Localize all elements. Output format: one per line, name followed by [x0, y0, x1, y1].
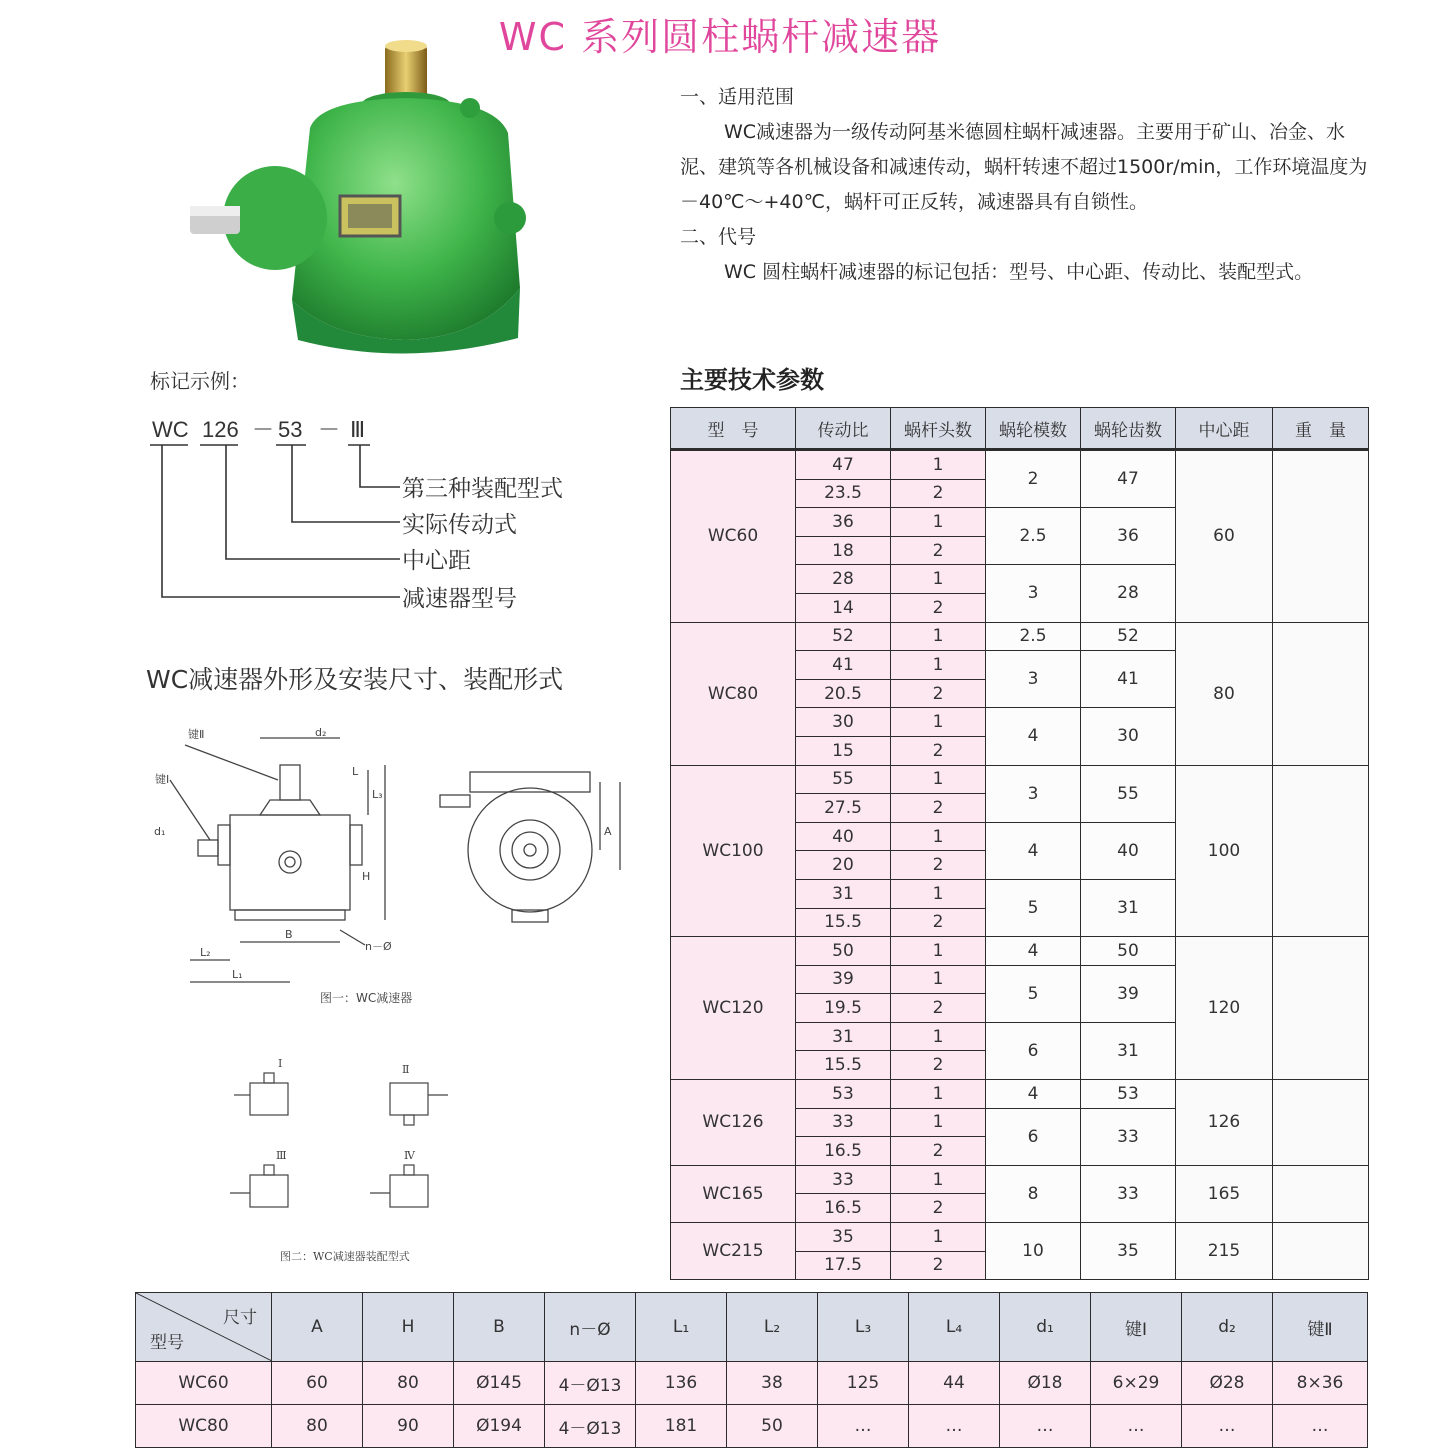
- dims-value-cell: 38: [727, 1362, 818, 1405]
- dims-header-cell: d₂: [1182, 1293, 1273, 1362]
- starts-cell: 2: [891, 851, 986, 880]
- intro-section: [680, 80, 1380, 290]
- section2-text: WC 圆柱蜗杆减速器的标记包括：型号、中心距、传动比、装配型式。: [724, 261, 1314, 283]
- dims-header-cell: H: [363, 1293, 454, 1362]
- starts-cell: 1: [891, 1165, 986, 1194]
- params-row: [671, 1165, 1369, 1194]
- label-a: A: [604, 825, 612, 838]
- dims-table: [135, 1292, 1368, 1448]
- ratio-cell: 15: [796, 736, 891, 765]
- module-cell: 4: [986, 708, 1081, 765]
- starts-cell: 1: [891, 565, 986, 594]
- callout-ratio: 实际传动式: [402, 511, 517, 537]
- header-center: 中心距: [1176, 408, 1273, 450]
- model-cell: WC60: [671, 450, 796, 623]
- dims-body: [136, 1362, 1368, 1448]
- label-l3: L₃: [372, 788, 383, 801]
- weight-cell: [1273, 937, 1369, 1080]
- dims-value-cell: 4－Ø13: [545, 1362, 636, 1405]
- dims-header-cell: 键Ⅱ: [1273, 1293, 1368, 1362]
- model-cell: WC126: [671, 1080, 796, 1166]
- callout-assembly: 第三种装配型式: [402, 475, 563, 501]
- ratio-cell: 19.5: [796, 994, 891, 1023]
- module-cell: 10: [986, 1223, 1081, 1280]
- params-row: [671, 765, 1369, 794]
- params-table: [670, 407, 1369, 1280]
- params-row: [671, 1223, 1369, 1252]
- dims-value-cell: 6×29: [1091, 1362, 1182, 1405]
- marking-part-assembly: Ⅲ: [350, 417, 366, 442]
- header-teeth: 蜗轮齿数: [1081, 408, 1176, 450]
- dims-value-cell: 50: [727, 1405, 818, 1448]
- dims-model-cell: WC60: [136, 1362, 272, 1405]
- ratio-cell: 15.5: [796, 908, 891, 937]
- dims-corner-header: [136, 1293, 272, 1362]
- teeth-cell: 36: [1081, 508, 1176, 565]
- ratio-cell: 31: [796, 879, 891, 908]
- ratio-cell: 35: [796, 1223, 891, 1252]
- weight-cell: [1273, 450, 1369, 623]
- marking-part-center: 126: [202, 417, 239, 442]
- starts-cell: 2: [891, 593, 986, 622]
- module-cell: 2: [986, 450, 1081, 508]
- center-distance-cell: 80: [1176, 622, 1273, 765]
- ratio-cell: 33: [796, 1165, 891, 1194]
- dims-value-cell: …: [1091, 1405, 1182, 1448]
- corner-label-model: 型号: [150, 1333, 184, 1353]
- dims-value-cell: 181: [636, 1405, 727, 1448]
- ratio-cell: 40: [796, 822, 891, 851]
- dims-value-cell: Ø194: [454, 1405, 545, 1448]
- dims-value-cell: Ø145: [454, 1362, 545, 1405]
- params-row: [671, 450, 1369, 480]
- starts-cell: 2: [891, 679, 986, 708]
- dims-value-cell: 136: [636, 1362, 727, 1405]
- starts-cell: 1: [891, 651, 986, 680]
- dims-model-cell: WC80: [136, 1405, 272, 1448]
- weight-cell: [1273, 1223, 1369, 1280]
- ratio-cell: 39: [796, 965, 891, 994]
- module-cell: 2.5: [986, 622, 1081, 651]
- label-key2: 键Ⅱ: [188, 728, 205, 741]
- starts-cell: 1: [891, 1223, 986, 1252]
- model-cell: WC165: [671, 1165, 796, 1222]
- module-cell: 5: [986, 879, 1081, 936]
- outline-drawing: [140, 720, 640, 1020]
- ratio-cell: 16.5: [796, 1194, 891, 1223]
- teeth-cell: 47: [1081, 450, 1176, 508]
- ratio-cell: 36: [796, 508, 891, 537]
- page-title: WC 系列圆柱蜗杆减速器: [498, 15, 942, 59]
- ratio-cell: 20: [796, 851, 891, 880]
- dims-row: [136, 1405, 1368, 1448]
- weight-cell: [1273, 622, 1369, 765]
- starts-cell: 1: [891, 708, 986, 737]
- dims-header-cell: n－Ø: [545, 1293, 636, 1362]
- teeth-cell: 31: [1081, 1022, 1176, 1079]
- assembly-form-2: Ⅱ: [402, 1063, 410, 1076]
- callout-model: 减速器型号: [402, 585, 517, 611]
- dims-value-cell: 125: [818, 1362, 909, 1405]
- params-row: [671, 937, 1369, 966]
- dims-value-cell: …: [818, 1405, 909, 1448]
- dims-value-cell: 80: [363, 1362, 454, 1405]
- dims-header-cell: d₁: [1000, 1293, 1091, 1362]
- callout-center: 中心距: [402, 547, 471, 573]
- ratio-cell: 33: [796, 1108, 891, 1137]
- dims-header-cell: L₃: [818, 1293, 909, 1362]
- dims-value-cell: Ø18: [1000, 1362, 1091, 1405]
- teeth-cell: 39: [1081, 965, 1176, 1022]
- ratio-cell: 52: [796, 622, 891, 651]
- center-distance-cell: 120: [1176, 937, 1273, 1080]
- module-cell: 3: [986, 651, 1081, 708]
- label-l2: L₂: [200, 946, 211, 959]
- section1-text: WC减速器为一级传动阿基米德圆柱蜗杆减速器。主要用于矿山、冶金、水泥、建筑等各机械设备和减速传动，蜗杆转速不超过1500r/min，工作环境温度为－40℃～+40℃，蜗杆可正反转，减速器具有自锁性。: [680, 121, 1368, 213]
- marking-part-ratio: 53: [278, 417, 303, 442]
- dims-heading: WC减速器外形及安装尺寸、装配形式: [146, 665, 564, 694]
- header-module: 蜗轮模数: [986, 408, 1081, 450]
- center-distance-cell: 165: [1176, 1165, 1273, 1222]
- assembly-form-3: Ⅲ: [276, 1149, 287, 1162]
- model-cell: WC80: [671, 622, 796, 765]
- starts-cell: 1: [891, 965, 986, 994]
- center-distance-cell: 100: [1176, 765, 1273, 937]
- ratio-cell: 14: [796, 593, 891, 622]
- marking-part-model: WC: [152, 417, 189, 442]
- starts-cell: 1: [891, 508, 986, 537]
- dims-header-cell: B: [454, 1293, 545, 1362]
- assembly-forms-drawing: [220, 1055, 480, 1270]
- assembly-form-4: Ⅳ: [404, 1149, 415, 1162]
- corner-label-dims: 尺寸: [223, 1308, 257, 1328]
- dims-value-cell: 44: [909, 1362, 1000, 1405]
- label-key1: 键Ⅰ: [155, 773, 170, 786]
- teeth-cell: 35: [1081, 1223, 1176, 1280]
- ratio-cell: 47: [796, 450, 891, 480]
- label-n-phi: n－Ø: [365, 940, 392, 953]
- teeth-cell: 33: [1081, 1108, 1176, 1165]
- drawing2-caption: 图二：WC减速器装配型式: [280, 1250, 410, 1263]
- center-distance-cell: 126: [1176, 1080, 1273, 1166]
- weight-cell: [1273, 765, 1369, 937]
- dims-value-cell: …: [1273, 1405, 1368, 1448]
- marking-label: 标记示例：: [150, 369, 250, 393]
- dims-value-cell: 90: [363, 1405, 454, 1448]
- ratio-cell: 53: [796, 1080, 891, 1109]
- teeth-cell: 31: [1081, 879, 1176, 936]
- marking-diagram: [140, 405, 610, 625]
- drawing1-caption: 图一：WC减速器: [320, 991, 413, 1005]
- module-cell: 8: [986, 1165, 1081, 1222]
- weight-cell: [1273, 1165, 1369, 1222]
- dims-value-cell: 60: [272, 1362, 363, 1405]
- center-distance-cell: 60: [1176, 450, 1273, 623]
- label-l1: L₁: [232, 968, 243, 981]
- label-h: H: [362, 870, 371, 883]
- dims-value-cell: Ø28: [1182, 1362, 1273, 1405]
- starts-cell: 1: [891, 822, 986, 851]
- teeth-cell: 53: [1081, 1080, 1176, 1109]
- ratio-cell: 41: [796, 651, 891, 680]
- starts-cell: 2: [891, 994, 986, 1023]
- reducer-photo: [180, 38, 550, 358]
- module-cell: 4: [986, 822, 1081, 879]
- teeth-cell: 40: [1081, 822, 1176, 879]
- model-cell: WC100: [671, 765, 796, 937]
- label-d2: d₂: [315, 726, 327, 739]
- assembly-form-1: Ⅰ: [278, 1057, 283, 1070]
- ratio-cell: 18: [796, 536, 891, 565]
- teeth-cell: 33: [1081, 1165, 1176, 1222]
- dims-header-cell: 键Ⅰ: [1091, 1293, 1182, 1362]
- model-cell: WC215: [671, 1223, 796, 1280]
- ratio-cell: 27.5: [796, 794, 891, 823]
- header-model: 型 号: [671, 408, 796, 450]
- dims-header-cell: L₄: [909, 1293, 1000, 1362]
- dims-value-cell: 80: [272, 1405, 363, 1448]
- label-d1: d₁: [154, 825, 166, 838]
- ratio-cell: 30: [796, 708, 891, 737]
- starts-cell: 2: [891, 1194, 986, 1223]
- starts-cell: 1: [891, 1022, 986, 1051]
- header-ratio: 传动比: [796, 408, 891, 450]
- starts-cell: 1: [891, 937, 986, 966]
- starts-cell: 2: [891, 479, 986, 508]
- starts-cell: 2: [891, 536, 986, 565]
- dims-value-cell: 8×36: [1273, 1362, 1368, 1405]
- module-cell: 6: [986, 1022, 1081, 1079]
- header-starts: 蜗杆头数: [891, 408, 986, 450]
- ratio-cell: 15.5: [796, 1051, 891, 1080]
- teeth-cell: 30: [1081, 708, 1176, 765]
- starts-cell: 1: [891, 1080, 986, 1109]
- marking-part-sep1: －: [252, 417, 275, 442]
- module-cell: 5: [986, 965, 1081, 1022]
- teeth-cell: 52: [1081, 622, 1176, 651]
- dims-header-cell: L₂: [727, 1293, 818, 1362]
- ratio-cell: 55: [796, 765, 891, 794]
- teeth-cell: 50: [1081, 937, 1176, 966]
- starts-cell: 2: [891, 794, 986, 823]
- starts-cell: 1: [891, 450, 986, 480]
- starts-cell: 1: [891, 1108, 986, 1137]
- ratio-cell: 28: [796, 565, 891, 594]
- label-l: L: [352, 765, 359, 778]
- dims-value-cell: …: [909, 1405, 1000, 1448]
- module-cell: 3: [986, 765, 1081, 822]
- ratio-cell: 23.5: [796, 479, 891, 508]
- starts-cell: 2: [891, 908, 986, 937]
- ratio-cell: 20.5: [796, 679, 891, 708]
- dims-header-cell: L₁: [636, 1293, 727, 1362]
- section2-heading: 二、代号: [680, 226, 757, 248]
- marking-part-sep2: －: [318, 417, 341, 442]
- weight-cell: [1273, 1080, 1369, 1166]
- starts-cell: 1: [891, 622, 986, 651]
- params-heading: 主要技术参数: [680, 366, 824, 394]
- teeth-cell: 28: [1081, 565, 1176, 622]
- starts-cell: 1: [891, 765, 986, 794]
- starts-cell: 2: [891, 736, 986, 765]
- header-weight: 重 量: [1273, 408, 1369, 450]
- ratio-cell: 31: [796, 1022, 891, 1051]
- dims-header-cell: A: [272, 1293, 363, 1362]
- params-row: [671, 622, 1369, 651]
- module-cell: 3: [986, 565, 1081, 622]
- module-cell: 4: [986, 937, 1081, 966]
- module-cell: 6: [986, 1108, 1081, 1165]
- teeth-cell: 41: [1081, 651, 1176, 708]
- starts-cell: 2: [891, 1251, 986, 1280]
- ratio-cell: 17.5: [796, 1251, 891, 1280]
- dims-row: [136, 1362, 1368, 1405]
- dims-value-cell: 4－Ø13: [545, 1405, 636, 1448]
- ratio-cell: 50: [796, 937, 891, 966]
- dims-value-cell: …: [1182, 1405, 1273, 1448]
- section1-heading: 一、适用范围: [680, 86, 795, 108]
- module-cell: 4: [986, 1080, 1081, 1109]
- starts-cell: 2: [891, 1051, 986, 1080]
- params-row: [671, 1080, 1369, 1109]
- params-body: [671, 450, 1369, 1280]
- model-cell: WC120: [671, 937, 796, 1080]
- ratio-cell: 16.5: [796, 1137, 891, 1166]
- starts-cell: 1: [891, 879, 986, 908]
- dims-value-cell: …: [1000, 1405, 1091, 1448]
- teeth-cell: 55: [1081, 765, 1176, 822]
- center-distance-cell: 215: [1176, 1223, 1273, 1280]
- module-cell: 2.5: [986, 508, 1081, 565]
- label-b: B: [285, 928, 293, 941]
- starts-cell: 2: [891, 1137, 986, 1166]
